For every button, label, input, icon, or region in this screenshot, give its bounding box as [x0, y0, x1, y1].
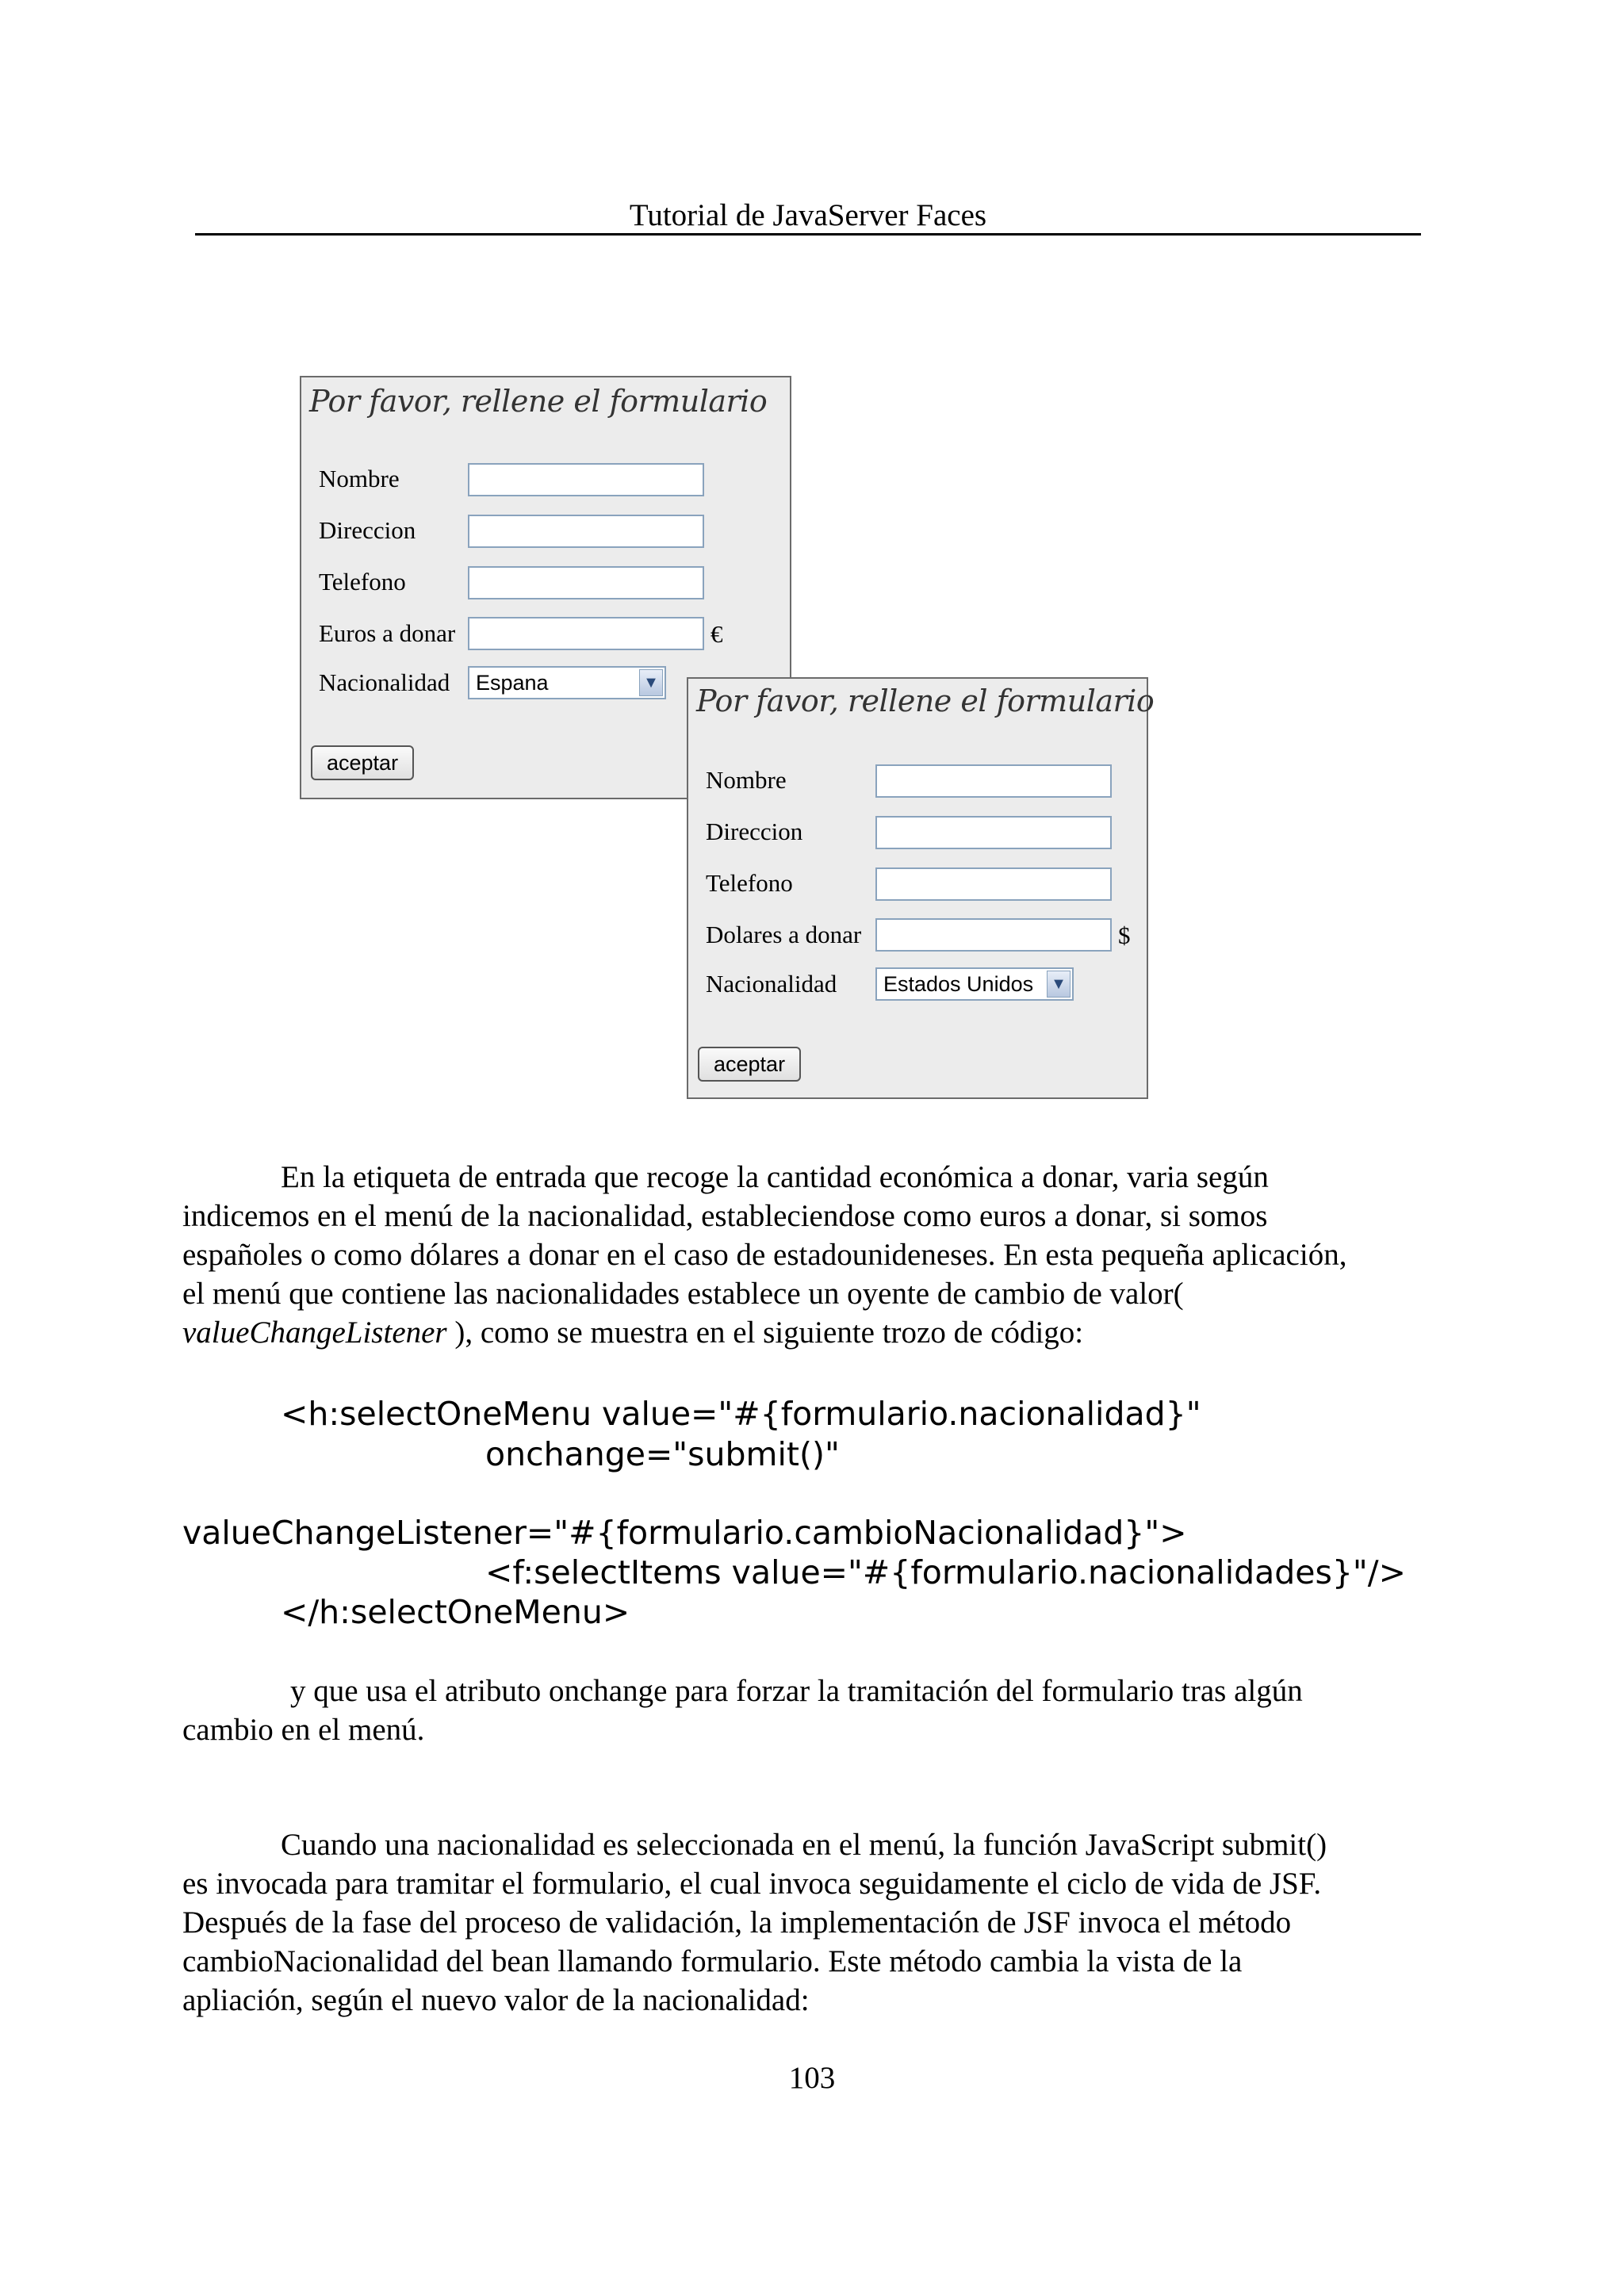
paragraph-3: [182, 1825, 1427, 2020]
label-nacionalidad: Nacionalidad: [319, 668, 450, 696]
value-change-listener-term: valueChangeListener: [182, 1316, 447, 1350]
paragraph-2: [182, 1672, 1427, 1749]
paragraph-3-line-5: apliación, según el nuevo valor de la nacionalidad:: [182, 1983, 810, 2017]
nombre-input[interactable]: [468, 463, 704, 496]
nacionalidad-value: Espana: [476, 671, 549, 695]
form-screenshot-us: [687, 677, 1155, 1099]
label-dolares: Dolares a donar: [706, 921, 862, 948]
form-title: Por favor, rellene el formulario: [309, 384, 768, 419]
code-line-2: onchange="submit()": [485, 1435, 840, 1473]
nombre-input[interactable]: [875, 764, 1112, 798]
code-line-4: <f:selectItems value="#{formulario.nacionalidades}"/>: [485, 1553, 1406, 1591]
code-line-5: </h:selectOneMenu>: [281, 1593, 630, 1631]
label-nombre: Nombre: [319, 465, 400, 492]
paragraph-1-line-4: el menú que contiene las nacionalidades establece un oyente de cambio de valor(: [182, 1277, 1184, 1311]
aceptar-button[interactable]: aceptar: [698, 1047, 801, 1082]
label-telefono: Telefono: [706, 869, 793, 897]
paragraph-2-line-1: y que usa el atributo onchange para forzar la tramitación del formulario tras algún: [290, 1674, 1303, 1708]
chevron-down-icon[interactable]: ▼: [639, 669, 663, 696]
paragraph-1-line-5-rest: ), como se muestra en el siguiente trozo de código:: [446, 1316, 1084, 1350]
paragraph-3-line-2: es invocada para tramitar el formulario, el cual invoca seguidamente el ciclo de vida de JSF.: [182, 1867, 1322, 1901]
paragraph-3-line-3: Después de la fase del proceso de validación, la implementación de JSF invoca el método: [182, 1905, 1292, 1940]
form-title: Por favor, rellene el formulario: [696, 684, 1155, 718]
chevron-down-icon[interactable]: ▼: [1047, 971, 1071, 998]
paragraph-2-line-2: cambio en el menú.: [182, 1713, 425, 1747]
donation-input[interactable]: [875, 918, 1112, 952]
page-number: 103: [788, 2061, 836, 2095]
euro-unit: €: [710, 620, 723, 648]
label-nombre: Nombre: [706, 766, 787, 794]
donation-input[interactable]: [468, 617, 704, 650]
dollar-unit: $: [1118, 921, 1131, 949]
header-rule: [195, 233, 1421, 236]
direccion-input[interactable]: [468, 515, 704, 548]
label-nacionalidad: Nacionalidad: [706, 970, 837, 998]
nacionalidad-value: Estados Unidos: [883, 972, 1034, 996]
nacionalidad-select[interactable]: [875, 967, 1074, 1001]
paragraph-1-line-5: [182, 1313, 1427, 1352]
running-header: Tutorial de JavaServer Faces: [629, 198, 987, 232]
label-telefono: Telefono: [319, 568, 406, 596]
paragraph-1-line-1: En la etiqueta de entrada que recoge la cantidad económica a donar, varia según: [281, 1160, 1269, 1194]
direccion-input[interactable]: [875, 816, 1112, 849]
paragraph-1: [182, 1158, 1427, 1352]
code-line-1: <h:selectOneMenu value="#{formulario.nacionalidad}": [281, 1395, 1201, 1433]
paragraph-3-line-1: Cuando una nacionalidad es seleccionada en el menú, la función JavaScript submit(): [281, 1828, 1327, 1862]
label-direccion: Direccion: [706, 818, 803, 845]
paragraph-1-line-3: españoles o como dólares a donar en el caso de estadounideneses. En esta pequeña aplicación,: [182, 1238, 1347, 1272]
code-line-3: valueChangeListener="#{formulario.cambioNacionalidad}">: [182, 1514, 1187, 1552]
aceptar-button[interactable]: aceptar: [311, 745, 414, 780]
label-direccion: Direccion: [319, 516, 416, 544]
paragraph-1-line-2: indicemos en el menú de la nacionalidad, estableciendose como euros a donar, si somos: [182, 1199, 1268, 1233]
nacionalidad-select[interactable]: [468, 666, 666, 699]
telefono-input[interactable]: [468, 566, 704, 599]
telefono-input[interactable]: [875, 867, 1112, 901]
paragraph-3-line-4: cambioNacionalidad del bean llamando formulario. Este método cambia la vista de la: [182, 1944, 1243, 1978]
label-euros: Euros a donar: [319, 619, 456, 647]
